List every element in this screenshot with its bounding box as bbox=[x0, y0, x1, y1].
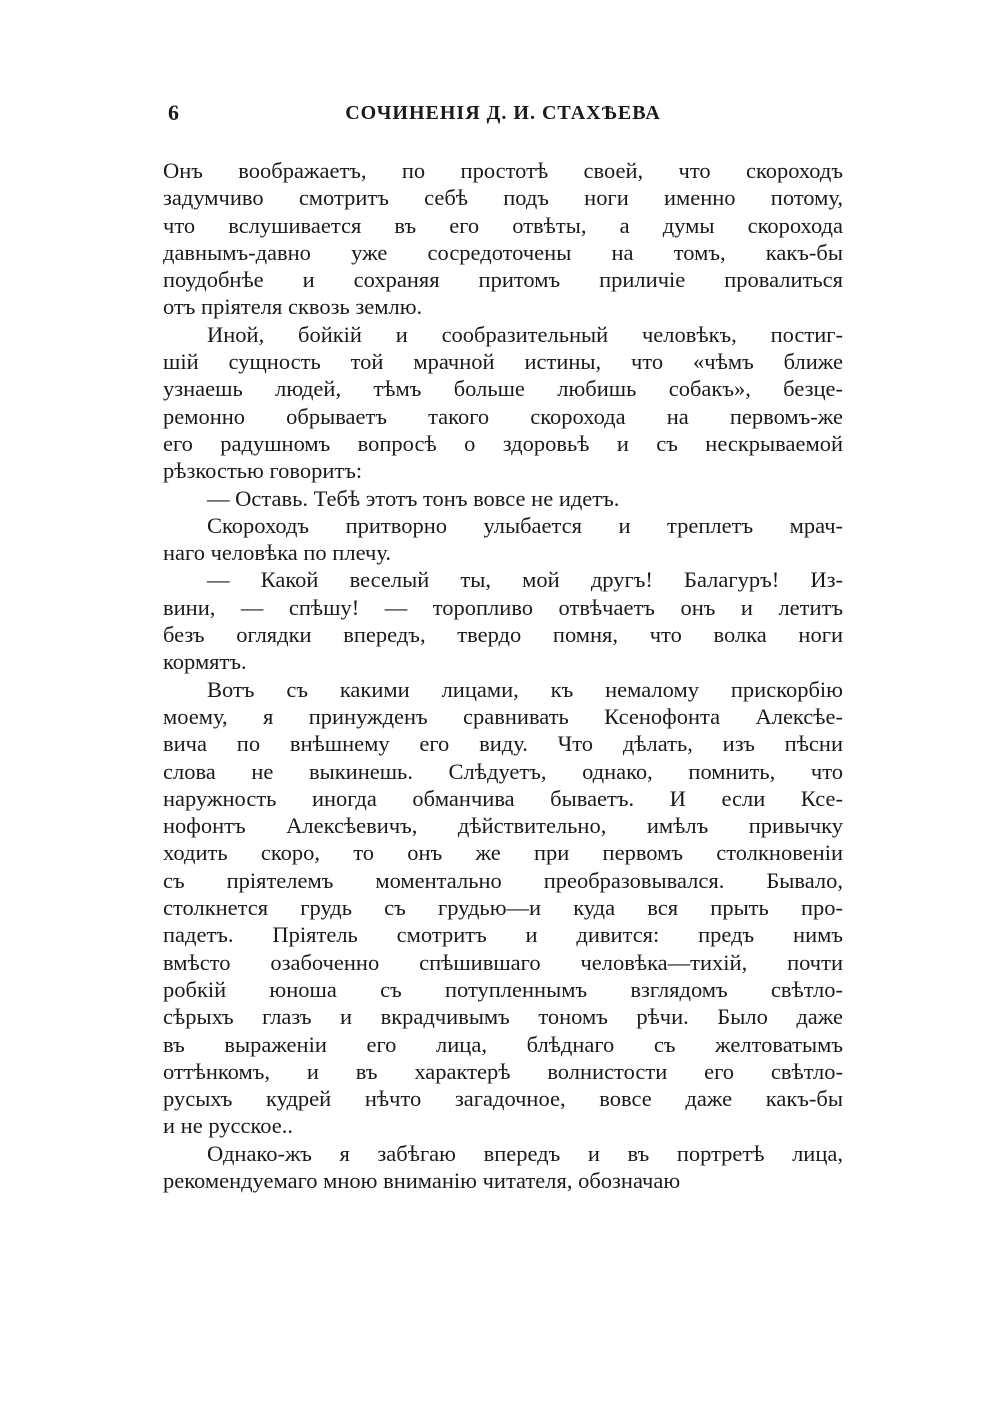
text-line: ходить скоро, то онъ же при первомъ столкновеніи bbox=[163, 840, 843, 866]
text-line: Онъ воображаетъ, по простотѣ своей, что скороходъ bbox=[163, 158, 843, 183]
paragraph bbox=[163, 485, 843, 512]
paragraph bbox=[163, 321, 843, 485]
text-line: вича по внѣшнему его виду. Что дѣлать, изъ пѣсни bbox=[163, 731, 843, 757]
text-line: кормятъ. bbox=[163, 649, 247, 675]
text-line: наго человѣка по плечу. bbox=[163, 540, 391, 566]
text-line: слова не выкинешь. Слѣдуетъ, однако, помнить, что bbox=[163, 758, 843, 784]
running-title: СОЧИНЕНІЯ Д. И. СТАХѢЕВА bbox=[345, 102, 661, 124]
text-line: рѣзкостью говоритъ: bbox=[163, 458, 363, 484]
text-line: отъ пріятеля сквозь землю. bbox=[163, 294, 423, 320]
paragraph bbox=[163, 566, 843, 675]
text-line: давнымъ-давно уже сосредоточены на томъ, какъ-бы bbox=[163, 239, 843, 265]
text-line: въ выраженіи его лица, блѣднаго съ желтоватымъ bbox=[163, 1031, 843, 1057]
text-line: его радушномъ вопросѣ о здоровьѣ и съ нескрываемой bbox=[163, 430, 843, 456]
text-line: Вотъ съ какими лицами, къ немалому прискорбію bbox=[207, 676, 843, 702]
text-line: рекомендуемаго мною вниманію читателя, обозначаю bbox=[163, 1167, 681, 1193]
text-line: наружность иногда обманчива бываетъ. И если Ксе- bbox=[163, 785, 843, 811]
text-line: Иной, бойкій и сообразительный человѣкъ, постиг- bbox=[207, 321, 843, 347]
text-line: робкій юноша съ потупленнымъ взглядомъ свѣтло- bbox=[163, 976, 843, 1002]
paragraph bbox=[163, 157, 843, 321]
text-line: что вслушивается въ его отвѣты, а думы скорохода bbox=[163, 212, 843, 238]
text-line: задумчиво смотритъ себѣ подъ ноги именно потому, bbox=[163, 185, 843, 211]
paragraph bbox=[163, 512, 843, 567]
text-line: Однако-жъ я забѣгаю впередъ и въ портретѣ лица, bbox=[207, 1140, 843, 1166]
text-line: — Какой веселый ты, мой другъ! Балагуръ! Из- bbox=[207, 567, 843, 593]
text-line: поудобнѣе и сохраняя притомъ приличіе провалиться bbox=[163, 267, 843, 293]
text-line: моему, я принужденъ сравнивать Ксенофонта Алексѣе- bbox=[163, 703, 843, 729]
text-line: Скороходъ притворно улыбается и треплетъ мрач- bbox=[207, 512, 843, 538]
text-line: нофонтъ Алексѣевичъ, дѣйствительно, имѣлъ привычку bbox=[163, 813, 843, 839]
text-line: шій сущность той мрачной истины, что «чѣмъ ближе bbox=[163, 349, 843, 375]
text-line: падетъ. Пріятель смотритъ и дивится: предъ нимъ bbox=[163, 922, 843, 948]
paragraph bbox=[163, 1140, 843, 1195]
text-line: вмѣсто озабоченно спѣшившаго человѣка—тихій, почти bbox=[163, 949, 843, 975]
text-line: русыхъ кудрей нѣчто загадочное, вовсе даже какъ-бы bbox=[163, 1086, 843, 1112]
text-line: съ пріятелемъ моментально преобразовывался. Бывало, bbox=[163, 867, 843, 893]
page-number: 6 bbox=[168, 100, 179, 125]
text-line: безъ оглядки впередъ, твердо помня, что волка ноги bbox=[163, 622, 843, 648]
text-line: и не русское.. bbox=[163, 1113, 294, 1139]
text-line: ремонно обрываетъ такого скорохода на первомъ-же bbox=[163, 403, 843, 429]
text-line: сѣрыхъ глазъ и вкрадчивымъ тономъ рѣчи. Было даже bbox=[163, 1004, 843, 1030]
text-line: оттѣнкомъ, и въ характерѣ волнистости его свѣтло- bbox=[163, 1058, 843, 1084]
paragraph bbox=[163, 676, 843, 1140]
page-header bbox=[163, 100, 843, 132]
text-line: узнаешь людей, тѣмъ больше любишь собакъ», безце- bbox=[163, 376, 843, 402]
text-line: — Оставь. Тебѣ этотъ тонъ вовсе не идетъ. bbox=[207, 485, 620, 511]
body-text bbox=[163, 157, 843, 1194]
text-line: вини, — спѣшу! — торопливо отвѣчаетъ онъ и летитъ bbox=[163, 594, 843, 620]
text-line: столкнется грудь съ грудью—и куда вся прыть про- bbox=[163, 895, 843, 921]
